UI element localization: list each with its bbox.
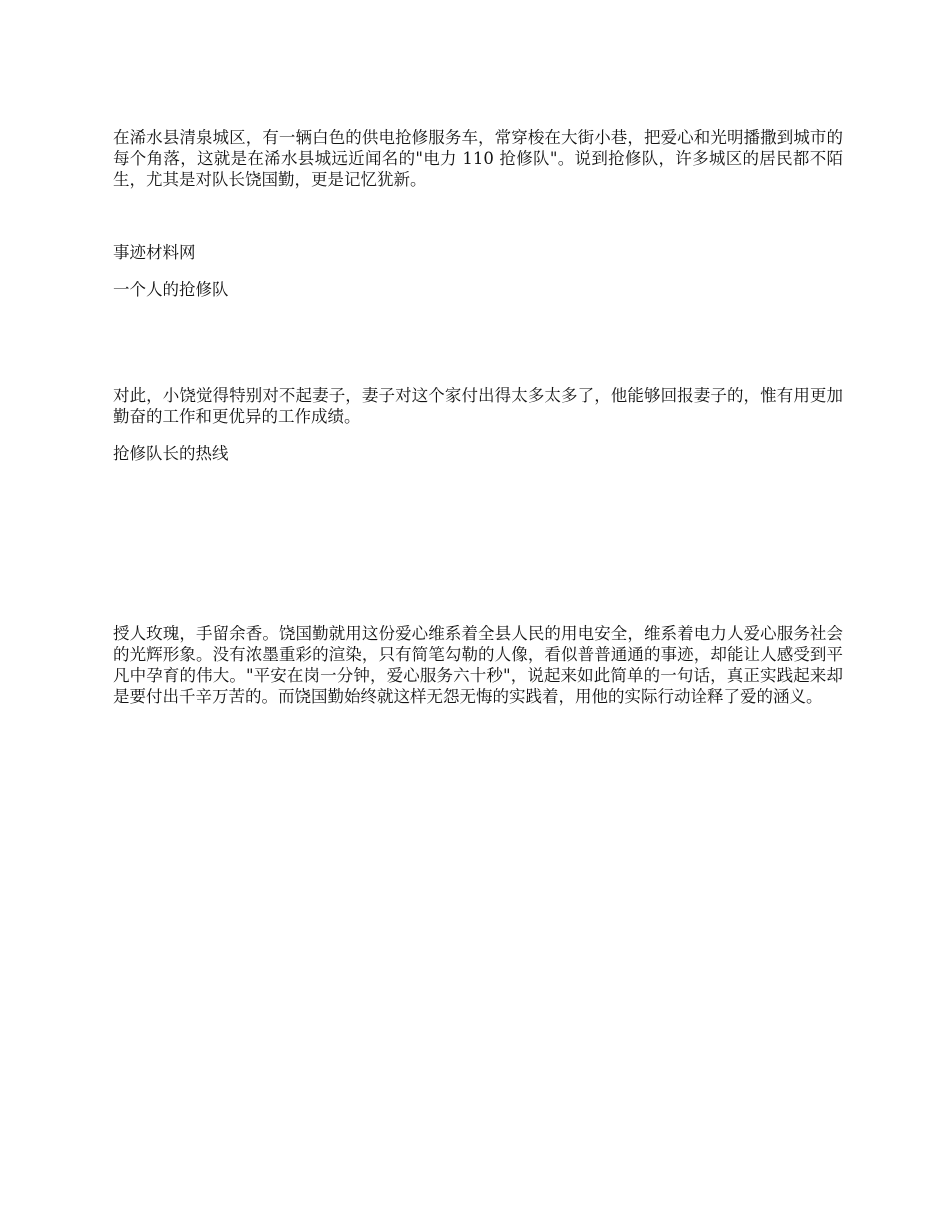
wife-paragraph: 对此，小饶觉得特别对不起妻子，妻子对这个家付出得太多太多了，他能够回报妻子的，惟有用更加勤奋的工作和更优异的工作成绩。 — [113, 386, 843, 426]
source-label: 事迹材料网 — [113, 243, 196, 262]
section-heading-hotline: 抢修队长的热线 — [113, 444, 229, 463]
closing-paragraph: 授人玫瑰，手留余香。饶国勤就用这份爱心维系着全县人民的用电安全，维系着电力人爱心服务社会的光辉形象。没有浓墨重彩的渲染，只有简笔勾勒的人像，看似普普通通的事迹，却能让人感受到平凡中孕育的伟大。"平安在岗一分钟，爱心服务六十秒"，说起来如此简单的一句话，真正实践起来却是要付出千辛万苦的。而饶国勤始终就这样无怨无悔的实践着，用他的实际行动诠释了爱的涵义。 — [113, 624, 843, 706]
section-heading-one-person-team: 一个人的抢修队 — [113, 280, 229, 299]
intro-paragraph: 在浠水县清泉城区，有一辆白色的供电抢修服务车，常穿梭在大街小巷，把爱心和光明播撒到城市的每个角落，这就是在浠水县城远近闻名的"电力 110 抢修队"。说到抢修队，许多城区的居民都不陌生，尤其是对队长饶国勤，更是记忆犹新。 — [113, 128, 843, 189]
